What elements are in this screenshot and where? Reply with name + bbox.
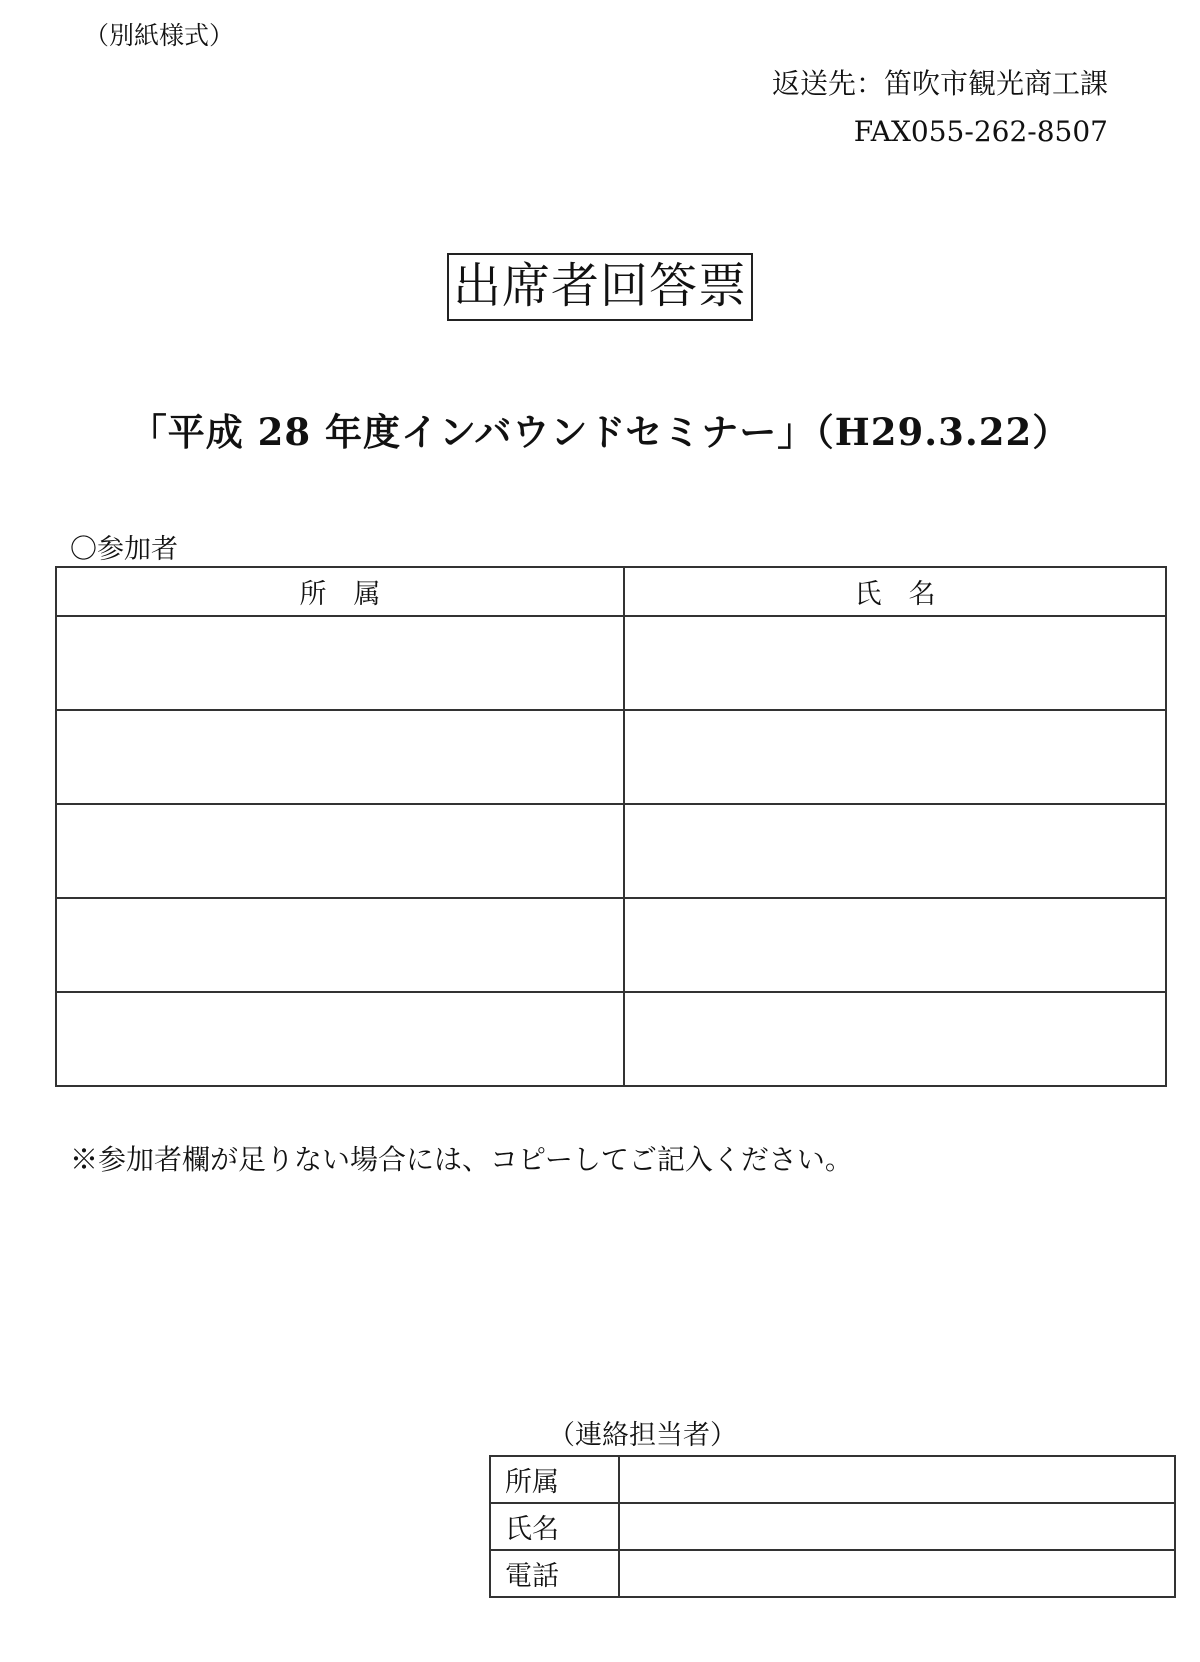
affiliation-cell[interactable] [56, 898, 624, 992]
contact-label-affiliation: 所属 [490, 1456, 619, 1503]
seminar-name: 「平成 28 年度インバウンドセミナー」（H29.3.22） [129, 410, 1071, 454]
return-address-line: 返送先：笛吹市観光商工課 [771, 67, 1108, 100]
column-header-affiliation: 所 属 [56, 567, 624, 616]
contact-table [489, 1455, 1176, 1598]
fax-number: FAX055-262-8507 [853, 115, 1108, 148]
contact-label-phone: 電話 [490, 1550, 619, 1597]
table-row [56, 804, 1166, 898]
form-label: （別紙様式） [84, 21, 235, 50]
page-title: 出席者回答票 [447, 253, 753, 321]
participants-table [55, 566, 1167, 1087]
table-row [56, 992, 1166, 1086]
affiliation-cell[interactable] [56, 992, 624, 1086]
name-cell[interactable] [624, 992, 1166, 1086]
copy-note: ※参加者欄が足りない場合には、コピーしてご記入ください。 [70, 1143, 853, 1176]
contact-row [490, 1503, 1175, 1550]
affiliation-cell[interactable] [56, 710, 624, 804]
participants-heading: 〇参加者 [70, 534, 178, 565]
contact-value-phone[interactable] [619, 1550, 1175, 1597]
name-cell[interactable] [624, 616, 1166, 710]
contact-heading: （連絡担当者） [548, 1420, 737, 1451]
affiliation-cell[interactable] [56, 616, 624, 710]
table-header-row [56, 567, 1166, 616]
return-address [772, 60, 1108, 156]
name-cell[interactable] [624, 898, 1166, 992]
contact-value-name[interactable] [619, 1503, 1175, 1550]
contact-row [490, 1456, 1175, 1503]
contact-row [490, 1550, 1175, 1597]
column-header-name: 氏 名 [624, 567, 1166, 616]
name-cell[interactable] [624, 804, 1166, 898]
contact-value-affiliation[interactable] [619, 1456, 1175, 1503]
title-wrapper [0, 253, 1200, 321]
affiliation-cell[interactable] [56, 804, 624, 898]
contact-label-name: 氏名 [490, 1503, 619, 1550]
name-cell[interactable] [624, 710, 1166, 804]
table-row [56, 710, 1166, 804]
table-row [56, 898, 1166, 992]
table-row [56, 616, 1166, 710]
